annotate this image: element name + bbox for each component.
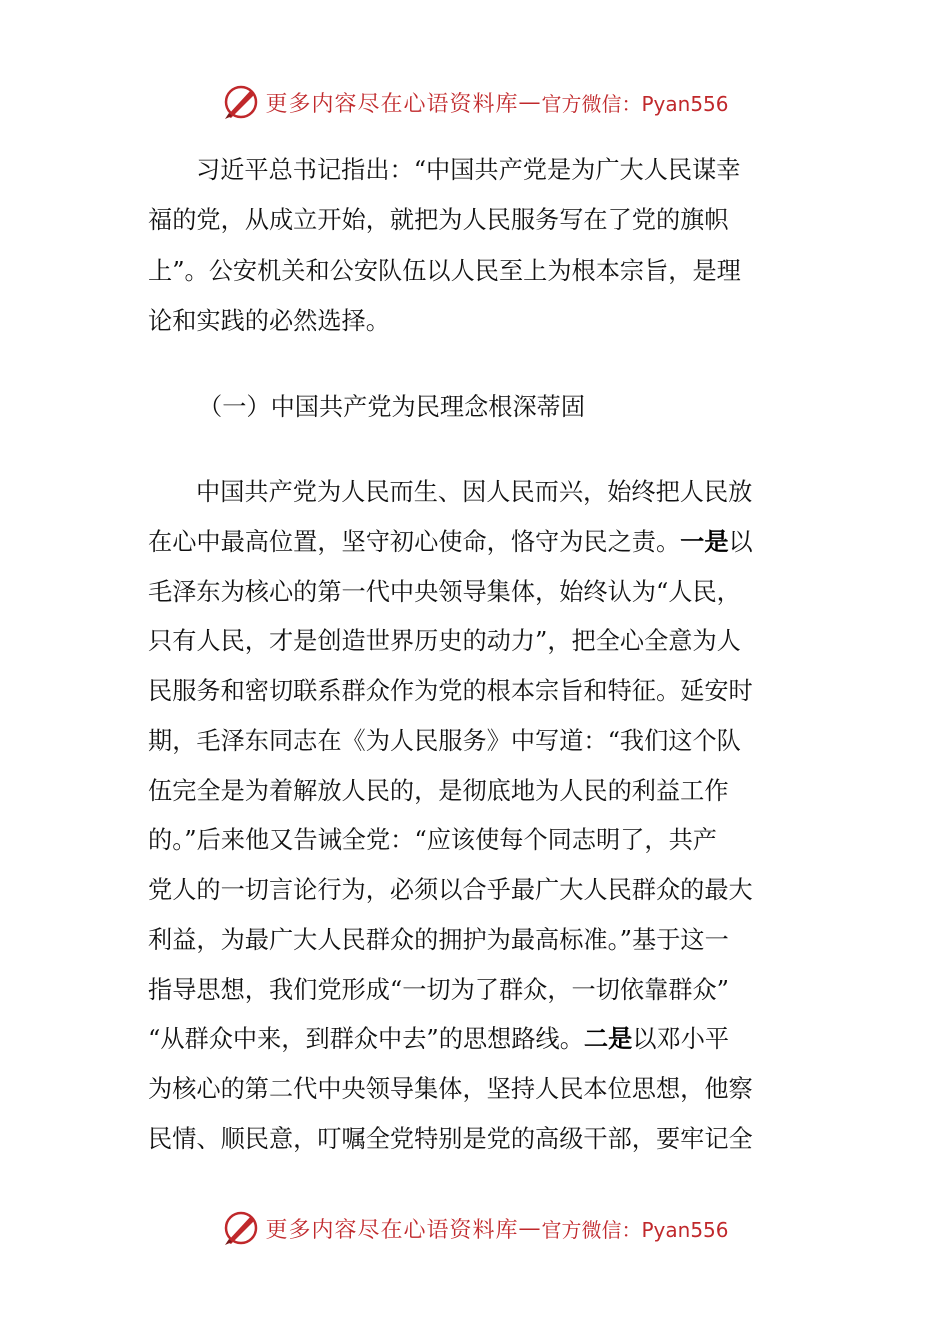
text-run: 在心中最高位置，坚守初心使命，恪守为民之责。 — [148, 528, 681, 556]
pen-circle-logo-icon — [221, 1208, 261, 1248]
footer-watermark — [0, 1206, 950, 1250]
para1-line-4: 论和实践的必然选择。 — [148, 307, 390, 335]
bold-marker-first: 一是 — [680, 527, 729, 556]
watermark-text: 更多内容尽在心语资料库 — [265, 1217, 519, 1243]
para2-line-2 — [148, 527, 753, 557]
para2-line-6: 期，毛泽东同志在《为人民服务》中写道：“我们这个队 — [148, 727, 741, 755]
para2-line-9: 党人的一切言论行为，必须以合乎最广大人民群众的最大 — [148, 876, 753, 904]
para1-line-2: 福的党，从成立开始，就把为人民服务写在了党的旗帜 — [148, 206, 729, 234]
para2-line-12 — [148, 1024, 729, 1054]
para1-line-3: 上”。公安机关和公安队伍以人民至上为根本宗旨，是理 — [148, 257, 741, 285]
header-watermark — [0, 80, 950, 124]
watermark-wechat: 官方微信：Pyan556 — [541, 91, 729, 116]
para1-line-1: 习近平总书记指出：“中国共产党是为广大人民谋幸 — [196, 156, 741, 184]
text-run: “从群众中来，到群众中去”的思想路线。 — [148, 1025, 584, 1053]
text-run: 以邓小平 — [632, 1025, 730, 1053]
para2-line-5: 民服务和密切联系群众作为党的根本宗旨和特征。延安时 — [148, 677, 753, 705]
para2-line-11: 指导思想，我们党形成“一切为了群众，一切依靠群众” — [148, 976, 730, 1004]
watermark-wechat: 官方微信：Pyan556 — [541, 1217, 729, 1242]
para2-line-1: 中国共产党为人民而生、因人民而兴，始终把人民放 — [196, 478, 753, 506]
para2-line-13: 为核心的第二代中央领导集体，坚持人民本位思想，他察 — [148, 1075, 753, 1103]
watermark-text: 更多内容尽在心语资料库 — [265, 91, 519, 117]
para2-line-4: 只有人民，才是创造世界历史的动力”，把全心全意为人 — [148, 627, 741, 655]
watermark-separator: — — [518, 1215, 542, 1241]
para2-line-8: 的。”后来他又告诫全党：“应该使每个同志明了，共产 — [148, 826, 717, 854]
para2-line-3: 毛泽东为核心的第一代中央领导集体，始终认为“人民， — [148, 578, 741, 606]
para2-line-14: 民情、顺民意，叮嘱全党特别是党的高级干部，要牢记全 — [148, 1125, 753, 1153]
watermark-separator: — — [518, 89, 542, 115]
bold-marker-second: 二是 — [583, 1024, 633, 1053]
text-run: 以 — [728, 528, 753, 556]
para2-line-7: 伍完全是为着解放人民的，是彻底地为人民的利益工作 — [148, 777, 729, 805]
para2-line-10: 利益，为最广大人民群众的拥护为最高标准。”基于这一 — [148, 926, 729, 954]
section-heading: （一）中国共产党为民理念根深蒂固 — [198, 393, 586, 421]
pen-circle-logo-icon — [221, 82, 261, 122]
